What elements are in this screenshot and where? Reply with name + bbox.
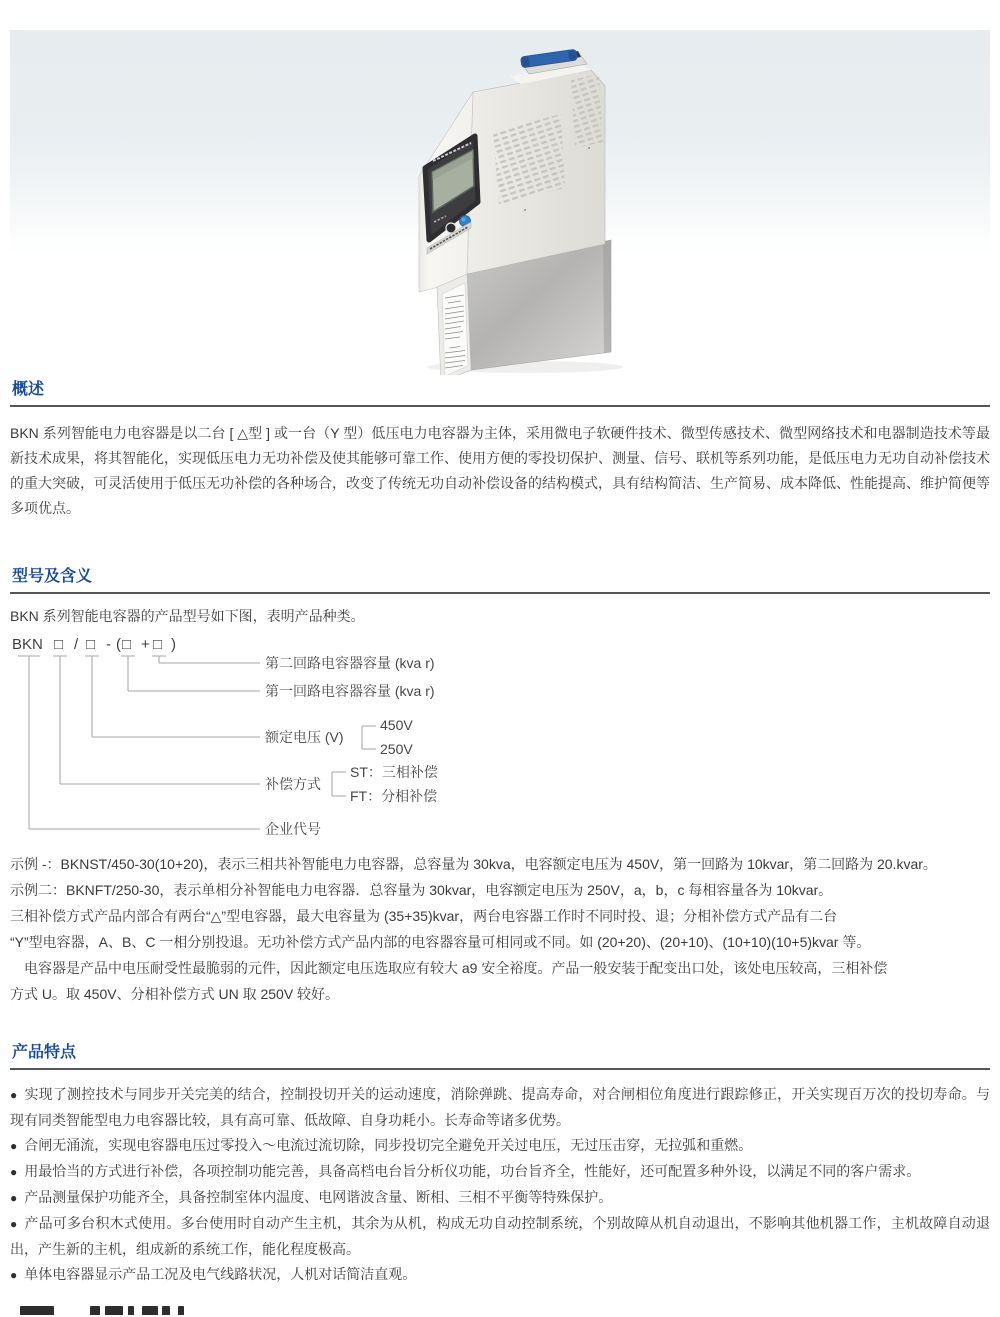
label-voltage-250: 250V xyxy=(380,741,413,757)
metal-edge-shade xyxy=(603,240,611,353)
model-code: BKN □ / □ - (□ + □ ) xyxy=(12,636,176,653)
bullet-icon: ● xyxy=(10,1268,18,1282)
rivet-dot xyxy=(588,147,590,149)
label-voltage-450: 450V xyxy=(380,717,413,733)
feature-item xyxy=(10,1082,990,1133)
section-model xyxy=(10,567,990,1007)
label-circuit2: 第二回路电容器容量 (kva r) xyxy=(265,655,435,671)
bullet-icon: ● xyxy=(10,1139,18,1153)
clipped-text-fragment xyxy=(10,1306,990,1315)
capacitor-device-photo xyxy=(375,40,635,375)
note-line: 示例 -：BKNST/450-30(10+20)，表示三相共补智能电力电容器，总容量为 30kva，电容额定电压为 450V，第一回路为 10kvar，第二回路为 20.kvar。 xyxy=(10,856,937,872)
feature-item xyxy=(10,1211,990,1262)
rivet-dot xyxy=(524,209,526,211)
features-title: 产品特点 xyxy=(10,1043,990,1070)
bullet-icon: ● xyxy=(10,1165,18,1179)
feature-list xyxy=(10,1082,990,1288)
note-line: 电容器是产品中电压耐受性最脆弱的元件，因此额定电压选取应有较大 a9 安全裕度。产品一般安装于配变出口处，该处电压较高，三相补偿 xyxy=(10,960,888,976)
overview-title: 概述 xyxy=(10,380,990,407)
button-highlight xyxy=(462,218,466,222)
product-photo-section xyxy=(0,0,1000,372)
bullet-icon: ● xyxy=(10,1088,18,1102)
label-circuit1: 第一回路电容器容量 (kva r) xyxy=(265,683,435,699)
feature-text: 合闸无涌流，实现电容器电压过零投入～电流过流切除，同步投切完全避免开关过电压，无过压击穿，无拉弧和重燃。 xyxy=(24,1137,753,1153)
note-line: “Y”型电容器，A、B、C 一相分别投退。无功补偿方式产品内部的电容器容量可相同或不同。如 (20+20)、(20+10)、(10+10)(10+5)kvar 等。 xyxy=(10,934,871,950)
label-company: 企业代号 xyxy=(265,821,321,837)
label-compensation-ft: FT：分相补偿 xyxy=(350,788,438,804)
bullet-icon: ● xyxy=(10,1217,18,1231)
model-intro: BKN 系列智能电容器的产品型号如下图，表明产品种类。 xyxy=(10,608,365,624)
feature-item xyxy=(10,1133,990,1159)
feature-item xyxy=(10,1262,990,1288)
note-line: 示例二：BKNFT/250-30，表示单相分补智能电力电容器．总容量为 30kvar，电容额定电压为 250V，a，b，c 每相容量各为 10kvar。 xyxy=(10,882,833,898)
feature-text: 用最恰当的方式进行补偿，各项控制功能完善，具备高档电台旨分析仪功能，功台旨齐全，性能好，还可配置多种外设，以满足不同的客户需求。 xyxy=(24,1163,921,1179)
feature-item xyxy=(10,1185,990,1211)
model-notes xyxy=(10,851,990,1007)
feature-text: 产品测量保护功能齐全，具备控制室体内温度、电网谐波含量、断相、三相不平衡等特殊保护。 xyxy=(24,1189,613,1205)
label-compensation-st: ST：三相补偿 xyxy=(350,764,438,780)
feature-item xyxy=(10,1159,990,1185)
section-overview xyxy=(10,380,990,521)
section-features xyxy=(10,1043,990,1288)
note-line: 方式 U。取 450V、分相补偿方式 UN 取 250V 较好。 xyxy=(10,986,340,1002)
feature-text: 产品可多台积木式使用。多台使用时自动产生主机，其余为从机，构成无功自动控制系统，个别故障从机自动退出，不影响其他机器工作，主机故障自动退出，产生新的主机，组成新的系统工作，能化程度极高。 xyxy=(10,1215,990,1257)
model-title: 型号及含义 xyxy=(10,567,990,594)
feature-text: 实现了测控技术与同步开关完美的结合，控制投切开关的运动速度，消除弹跳、提高寿命，对合闸相位角度进行跟踪修正，开关实现百万次的投切寿命。与现有同类智能型电力电容器比较，具有高可靠、低故障、自身功耗小。长寿命等诸多优势。 xyxy=(10,1086,990,1128)
vent-grille-right xyxy=(571,74,603,148)
bullet-icon: ● xyxy=(10,1191,18,1205)
model-code-diagram xyxy=(10,633,570,845)
feature-text: 单体电容器显示产品工况及电气线路状况，人机对话简洁直观。 xyxy=(24,1266,417,1282)
note-line: 三相补偿方式产品内部合有两台“△”型电容器，最大电容量为 (35+35)kvar，两台电容器工作时不同时投、退；分相补偿方式产品有二台 xyxy=(10,908,838,924)
overview-body: BKN 系列智能电力电容器是以二台 [ △型 ] 或一台（Y 型）低压电力电容器为主体，采用微电子软硬件技术、微型传感技术、微型网络技术和电器制造技术等最新技术成果，将其智能化，实现低压电力无功补偿及使其能够可靠工作、使用方便的零投切保护、测量、信号、联机等系列功能，是低压电力无功自动补偿技术的重大突破，可灵活使用于低压无功补偿的各种场合，改变了传统无功自动补偿设备的结构模式，具有结构简洁、生产简易、成本降低、性能提高、维护简便等多项优点。 xyxy=(10,425,990,516)
label-voltage: 额定电压 (V) xyxy=(265,729,344,745)
label-compensation: 补偿方式 xyxy=(265,776,321,792)
